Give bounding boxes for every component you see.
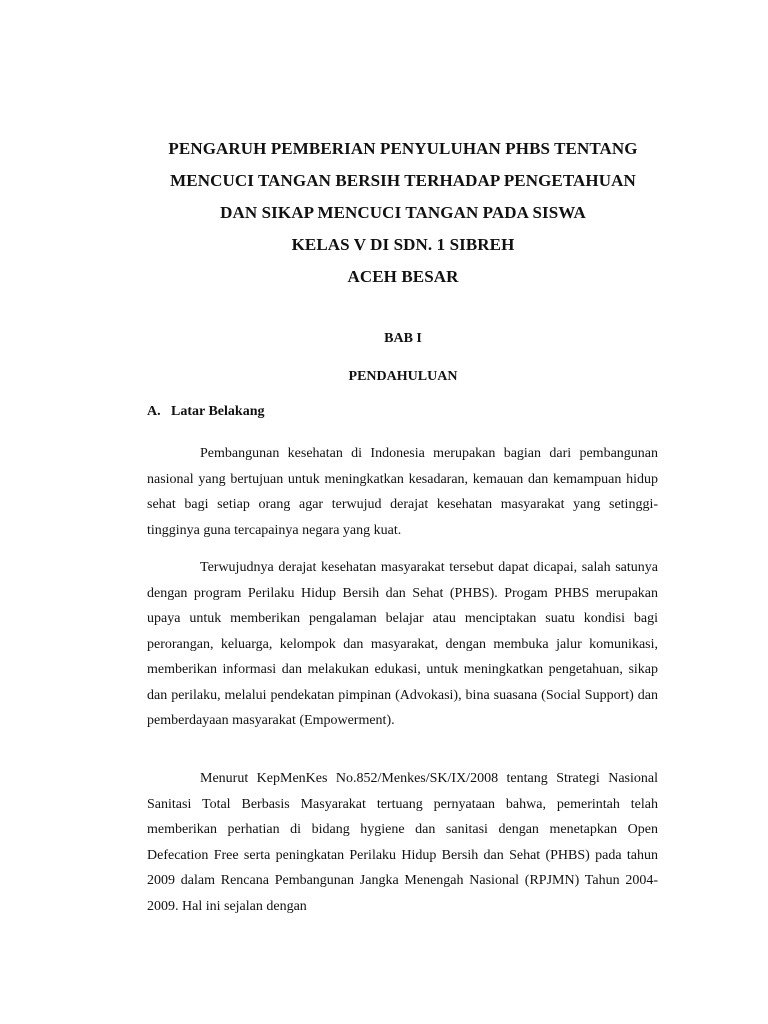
title-line-3: DAN SIKAP MENCUCI TANGAN PADA SISWA [220, 203, 586, 222]
chapter-number: BAB I [384, 331, 422, 346]
document-title [100, 133, 706, 293]
title-line-2: MENCUCI TANGAN BERSIH TERHADAP PENGETAHUAN [170, 171, 636, 190]
section-heading [147, 404, 264, 420]
paragraph-3: Menurut KepMenKes No.852/Menkes/SK/IX/2008 tentang Strategi Nasional Sanitasi Total Berbasis Masyarakat tertuang pernyataan bahwa, pemerintah telah memberikan perhatian di bidang hygiene dan sanitasi dengan menetapkan Open Defecation Free serta peningkatan Perilaku Hidup Bersih dan Sehat (PHBS) pada tahun 2009 dalam Rencana Pembangunan Jangka Menengah Nasional (RPJMN) Tahun 2004-2009. Hal ini sejalan dengan [147, 771, 658, 914]
paragraph-1: Pembangunan kesehatan di Indonesia merupakan bagian dari pembangunan nasional yang bertujuan untuk meningkatkan kesadaran, kemauan dan kemampuan hidup sehat bagi setiap orang agar terwujud derajat kesehatan masyarakat yang setinggi-tingginya guna tercapainya negara yang kuat. [147, 446, 658, 538]
paragraph-2: Terwujudnya derajat kesehatan masyarakat tersebut dapat dicapai, salah satunya dengan program Perilaku Hidup Bersih dan Sehat (PHBS). Progam PHBS merupakan upaya untuk memberikan pengalaman belajar atau menciptakan suatu kondisi bagi perorangan, keluarga, kelompok dan masyarakat, dengan membuka jalur komunikasi, memberikan informasi dan melakukan edukasi, untuk meningkatkan pengetahuan, sikap dan perilaku, melalui pendekatan pimpinan (Advokasi), bina suasana (Social Support) dan pemberdayaan masyarakat (Empowerment). [147, 560, 658, 728]
chapter-title: PENDAHULUAN [348, 369, 458, 384]
title-line-1: PENGARUH PEMBERIAN PENYULUHAN PHBS TENTANG [168, 139, 638, 158]
section-number: A. [147, 404, 161, 419]
section-title: Latar Belakang [171, 404, 265, 419]
title-line-4: KELAS V DI SDN. 1 SIBREH [291, 235, 515, 254]
title-line-5: ACEH BESAR [347, 267, 459, 286]
